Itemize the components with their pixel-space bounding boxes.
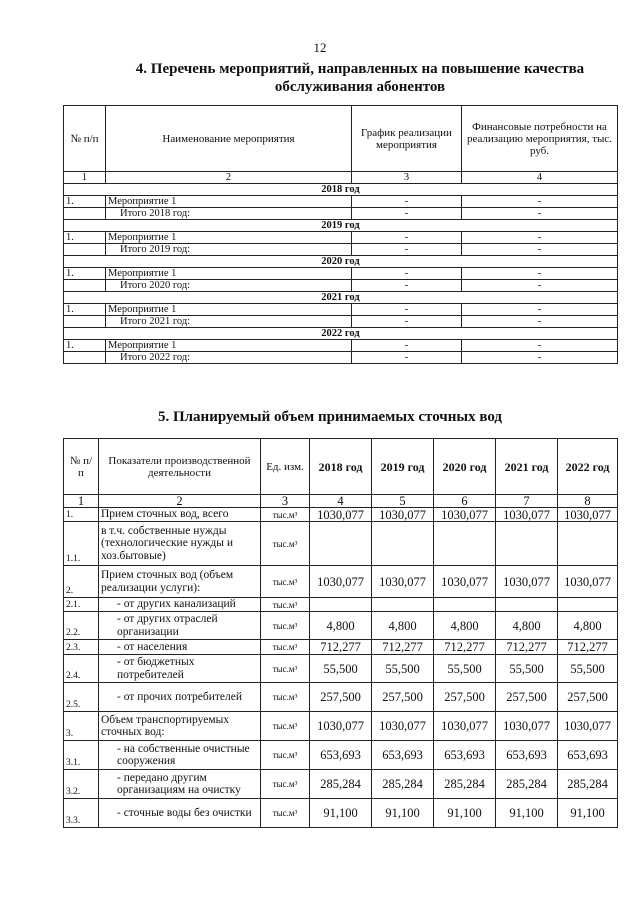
row-num: 3.1.	[64, 741, 99, 770]
year-heading: 2018 год	[64, 184, 618, 196]
measure-schedule: -	[352, 304, 462, 316]
row-value: 712,277	[434, 640, 496, 655]
measure-finance: -	[462, 232, 618, 244]
measure-schedule: -	[352, 340, 462, 352]
row-value: 55,500	[558, 655, 618, 683]
row-value: 285,284	[496, 770, 558, 799]
total-finance: -	[462, 280, 618, 292]
row-value: 285,284	[372, 770, 434, 799]
row-unit: тыс.м³	[261, 741, 310, 770]
total-finance: -	[462, 244, 618, 256]
row-value: 257,500	[372, 683, 434, 712]
row-value: 712,277	[558, 640, 618, 655]
row-unit: тыс.м³	[261, 566, 310, 598]
table-row	[64, 712, 618, 741]
row-value: 257,500	[558, 683, 618, 712]
row-value: 712,277	[372, 640, 434, 655]
measure-name: Мероприятие 1	[106, 232, 352, 244]
row-value: 55,500	[372, 655, 434, 683]
row-indicator: - передано другим организациям на очистку	[99, 770, 261, 799]
col-number: 7	[496, 495, 558, 508]
row-num: 1.	[64, 508, 99, 522]
row-value: 653,693	[496, 741, 558, 770]
total-label: Итого 2020 год:	[106, 280, 352, 292]
row-value: 285,284	[434, 770, 496, 799]
total-schedule: -	[352, 208, 462, 220]
total-label: Итого 2018 год:	[106, 208, 352, 220]
row-num: 3.3.	[64, 799, 99, 828]
row-value: 4,800	[310, 612, 372, 640]
total-schedule: -	[352, 280, 462, 292]
row-value: 55,500	[434, 655, 496, 683]
total-finance: -	[462, 352, 618, 364]
table-row	[64, 640, 618, 655]
table-row	[64, 612, 618, 640]
row-value	[496, 598, 558, 612]
total-label: Итого 2022 год:	[106, 352, 352, 364]
row-value: 257,500	[310, 683, 372, 712]
row-indicator: Объем транспортируемых сточных вод:	[99, 712, 261, 741]
row-indicator: в т.ч. собственные нужды (технологические нужды и хоз.бытовые)	[99, 522, 261, 566]
row-value: 55,500	[496, 655, 558, 683]
row-value: 1030,077	[372, 712, 434, 741]
row-value	[372, 522, 434, 566]
row-indicator: - от других отраслей организации	[99, 612, 261, 640]
table-row	[64, 655, 618, 683]
table-row	[64, 741, 618, 770]
row-value: 1030,077	[434, 508, 496, 522]
header-unit: Ед. изм.	[261, 439, 310, 495]
col-number: 4	[310, 495, 372, 508]
year-heading: 2020 год	[64, 256, 618, 268]
col-number: 1	[64, 495, 99, 508]
total-num	[64, 280, 106, 292]
row-unit: тыс.м³	[261, 799, 310, 828]
row-value: 1030,077	[372, 508, 434, 522]
row-unit: тыс.м³	[261, 655, 310, 683]
total-num	[64, 352, 106, 364]
row-value: 1030,077	[558, 566, 618, 598]
row-value: 1030,077	[496, 566, 558, 598]
year-heading: 2021 год	[64, 292, 618, 304]
col-number: 6	[434, 495, 496, 508]
row-unit: тыс.м³	[261, 712, 310, 741]
wastewater-table	[63, 438, 618, 828]
row-value	[558, 522, 618, 566]
header-year: 2020 год	[434, 439, 496, 495]
measure-num: 1.	[64, 304, 106, 316]
row-value: 55,500	[310, 655, 372, 683]
total-schedule: -	[352, 244, 462, 256]
measure-name: Мероприятие 1	[106, 340, 352, 352]
row-value: 1030,077	[496, 508, 558, 522]
row-value: 91,100	[558, 799, 618, 828]
row-value: 4,800	[496, 612, 558, 640]
header-num: № п/ п	[64, 439, 99, 495]
row-unit: тыс.м³	[261, 508, 310, 522]
row-num: 2.	[64, 566, 99, 598]
header-indicator: Показатели производственной деятельности	[99, 439, 261, 495]
measure-schedule: -	[352, 232, 462, 244]
row-num: 3.2.	[64, 770, 99, 799]
table-row	[64, 799, 618, 828]
row-unit: тыс.м³	[261, 612, 310, 640]
row-value: 285,284	[558, 770, 618, 799]
col-number: 1	[64, 172, 106, 184]
row-value: 257,500	[496, 683, 558, 712]
row-unit: тыс.м³	[261, 640, 310, 655]
measure-finance: -	[462, 340, 618, 352]
row-indicator: - от населения	[99, 640, 261, 655]
header-schedule: График реализации мероприятия	[352, 106, 462, 172]
row-indicator: - от бюджетных потребителей	[99, 655, 261, 683]
year-heading: 2019 год	[64, 220, 618, 232]
row-value: 712,277	[310, 640, 372, 655]
table-row	[64, 522, 618, 566]
row-indicator: Прием сточных вод (объем реализации услуги):	[99, 566, 261, 598]
row-value: 91,100	[310, 799, 372, 828]
row-num: 2.4.	[64, 655, 99, 683]
row-value: 1030,077	[434, 712, 496, 741]
col-number: 8	[558, 495, 618, 508]
row-value	[434, 522, 496, 566]
row-num: 1.1.	[64, 522, 99, 566]
page-number: 12	[313, 40, 327, 55]
measure-finance: -	[462, 304, 618, 316]
row-value: 1030,077	[310, 508, 372, 522]
measure-name: Мероприятие 1	[106, 304, 352, 316]
section5-title: 5. Планируемый объем принимаемых сточных вод	[157, 409, 503, 425]
row-num: 2.1.	[64, 598, 99, 612]
row-value: 653,693	[558, 741, 618, 770]
header-year: 2018 год	[310, 439, 372, 495]
row-value	[558, 598, 618, 612]
row-value: 4,800	[372, 612, 434, 640]
row-num: 2.3.	[64, 640, 99, 655]
total-num	[64, 208, 106, 220]
header-name: Наименование мероприятия	[106, 106, 352, 172]
header-finance: Финансовые потребности на реализацию мероприятия, тыс. руб.	[462, 106, 618, 172]
row-value: 91,100	[434, 799, 496, 828]
row-value	[496, 522, 558, 566]
section4-title: 4. Перечень мероприятий, направленных на повышение качества обслуживания абонентов	[135, 61, 585, 95]
table-row	[64, 770, 618, 799]
row-value: 1030,077	[558, 508, 618, 522]
table-row	[64, 683, 618, 712]
header-year: 2019 год	[372, 439, 434, 495]
table-row	[64, 598, 618, 612]
header-year: 2021 год	[496, 439, 558, 495]
row-indicator: - на собственные очистные сооружения	[99, 741, 261, 770]
total-schedule: -	[352, 352, 462, 364]
table-row	[64, 566, 618, 598]
measure-num: 1.	[64, 340, 106, 352]
row-value: 712,277	[496, 640, 558, 655]
col-number: 2	[106, 172, 352, 184]
row-indicator: Прием сточных вод, всего	[99, 508, 261, 522]
measure-schedule: -	[352, 196, 462, 208]
row-value	[310, 598, 372, 612]
year-heading: 2022 год	[64, 328, 618, 340]
measure-num: 1.	[64, 232, 106, 244]
row-value: 4,800	[558, 612, 618, 640]
row-num: 2.2.	[64, 612, 99, 640]
total-label: Итого 2021 год:	[106, 316, 352, 328]
header-num: № п/п	[64, 106, 106, 172]
row-value: 1030,077	[496, 712, 558, 741]
col-number: 2	[99, 495, 261, 508]
total-finance: -	[462, 208, 618, 220]
row-value: 1030,077	[372, 566, 434, 598]
measure-name: Мероприятие 1	[106, 196, 352, 208]
total-finance: -	[462, 316, 618, 328]
row-value: 1030,077	[310, 566, 372, 598]
col-number: 4	[462, 172, 618, 184]
row-value	[372, 598, 434, 612]
measure-num: 1.	[64, 196, 106, 208]
row-value: 653,693	[434, 741, 496, 770]
total-schedule: -	[352, 316, 462, 328]
row-value: 1030,077	[434, 566, 496, 598]
row-indicator: - от других канализаций	[99, 598, 261, 612]
measure-schedule: -	[352, 268, 462, 280]
row-unit: тыс.м³	[261, 598, 310, 612]
row-value: 285,284	[310, 770, 372, 799]
measure-name: Мероприятие 1	[106, 268, 352, 280]
col-number: 3	[352, 172, 462, 184]
measure-num: 1.	[64, 268, 106, 280]
col-number: 5	[372, 495, 434, 508]
header-year: 2022 год	[558, 439, 618, 495]
row-unit: тыс.м³	[261, 683, 310, 712]
row-indicator: - от прочих потребителей	[99, 683, 261, 712]
row-value: 653,693	[372, 741, 434, 770]
measure-finance: -	[462, 268, 618, 280]
row-value: 1030,077	[558, 712, 618, 741]
row-unit: тыс.м³	[261, 522, 310, 566]
row-value	[434, 598, 496, 612]
row-unit: тыс.м³	[261, 770, 310, 799]
table-row	[64, 508, 618, 522]
row-value: 1030,077	[310, 712, 372, 741]
row-num: 3.	[64, 712, 99, 741]
row-value: 257,500	[434, 683, 496, 712]
col-number: 3	[261, 495, 310, 508]
row-num: 2.5.	[64, 683, 99, 712]
row-value: 653,693	[310, 741, 372, 770]
measures-table	[63, 105, 618, 364]
measure-finance: -	[462, 196, 618, 208]
row-value: 4,800	[434, 612, 496, 640]
total-label: Итого 2019 год:	[106, 244, 352, 256]
total-num	[64, 316, 106, 328]
row-value	[310, 522, 372, 566]
row-value: 91,100	[496, 799, 558, 828]
total-num	[64, 244, 106, 256]
row-value: 91,100	[372, 799, 434, 828]
row-indicator: - сточные воды без очистки	[99, 799, 261, 828]
